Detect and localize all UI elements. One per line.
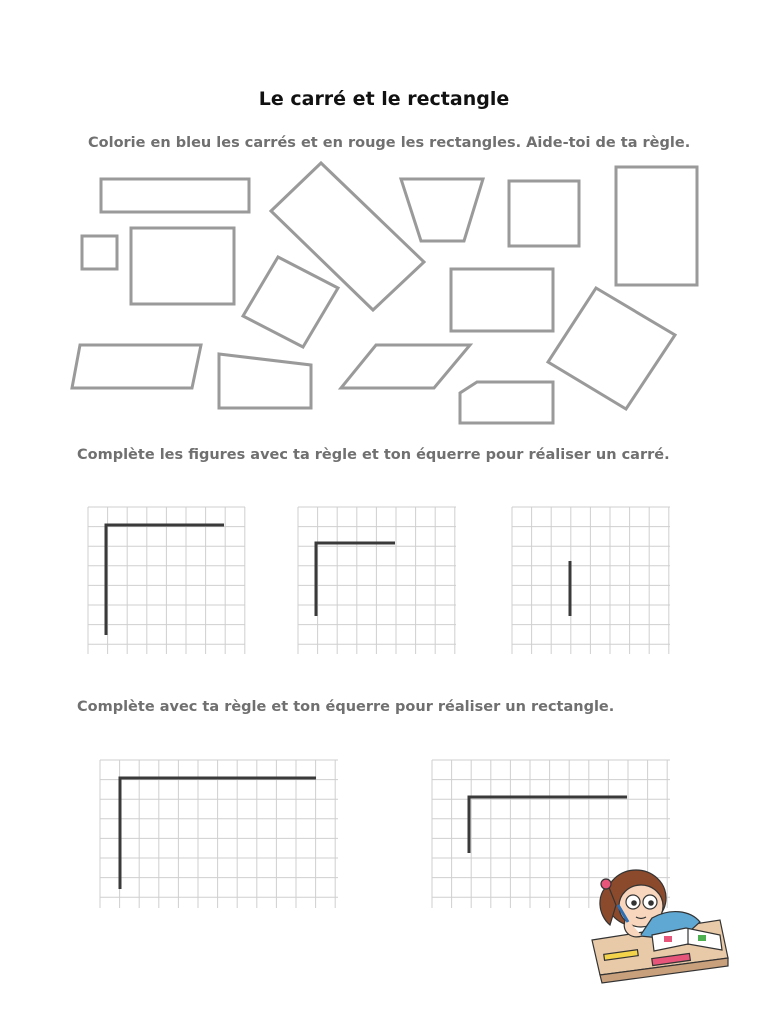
hair-bow [601,879,611,889]
girl-studying-illustration [592,870,728,983]
shape-tilted-square[interactable] [243,257,338,347]
square-grid-3 [512,507,670,654]
square-grid-1 [88,507,245,654]
shape-quadrilateral[interactable] [219,354,311,408]
shape-rectangle[interactable] [131,228,234,304]
shape-small-square[interactable] [82,236,117,269]
exercise2-instruction: Complète les figures avec ta règle et ton équerre pour réaliser un carré. [77,447,670,463]
shape-parallelogram[interactable] [72,345,201,388]
shape-tall-rectangle[interactable] [616,167,697,285]
square-grid-2 [298,507,456,654]
shape-long-rectangle[interactable] [101,179,249,212]
page-title: Le carré et le rectangle [258,88,510,110]
exercise3-instruction: Complète avec ta règle et ton équerre pour réaliser un rectangle. [77,699,615,715]
shape-tilted-rectangle-2[interactable] [548,288,675,409]
guide-angle-5 [469,797,627,853]
shape-parallelogram-2[interactable] [341,345,470,388]
guide-angle-1 [106,525,224,635]
shape-cut-corner-rectangle[interactable] [460,382,553,423]
shape-tilted-rectangle[interactable] [271,163,424,310]
shapes-to-color [72,163,697,423]
shape-square[interactable] [509,181,579,246]
rectangle-grid-1 [100,760,338,908]
exercise1-instruction: Colorie en bleu les carrés et en rouge les rectangles. Aide-toi de ta règle. [88,135,691,151]
shape-wide-rectangle[interactable] [451,269,553,331]
shape-trapezoid[interactable] [401,179,483,241]
